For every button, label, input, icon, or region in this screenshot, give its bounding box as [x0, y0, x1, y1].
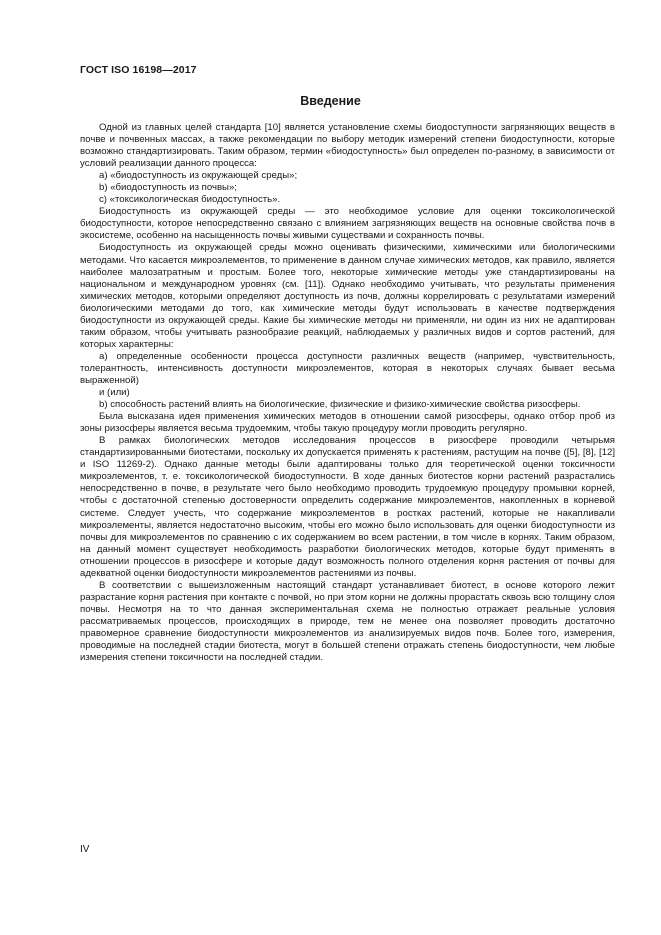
page-number: IV — [80, 844, 90, 855]
list-item: а) определенные особенности процесса доступности различных веществ (например, чувствительность, толерантность, интенсивность доступности микроэлементов, которая в некоторых случаях бывает весьма выраженной) — [80, 350, 615, 386]
list-item: b) «биодоступность из почвы»; — [99, 182, 237, 194]
paragraph: и (или) — [99, 387, 130, 399]
paragraph: В рамках биологических методов исследования процессов в ризосфере проводили четырьмя стандартизированными биотестами, поскольку их допускается применять к растениям, растущим на почве ([5], [8], [12] и ISO 11269-2). Однако данные методы были адаптированы только для теоретической оценки токсичности микроэлементов, т. е. токсикологической биодоступности. В ходе данных биотестов корни растений разрастались непосредственно в почве, в результате чего было необходимо проводить трудоемкую процедуру промывки корней, чтобы с достаточной степенью достоверности определить содержание микроэлементов, накопленных в корневой системе. Следует учесть, что содержание микроэлементов в ростках растений, которые не накапливали микроэлементы, является недостаточно высоким, чтобы его можно было использовать для оценки биодоступности из почвы для микроэлементов по сравнению с их содержанием во всем растении, в том числе в корнях. Таким образом, на данный момент существует необходимость разработки биологических методов, которые будут применять в отношении процессов в ризосфере и которые дадут возможность полного отделения корня растения от почвы для адекватной оценки биодоступности микроэлементов растениями из почвы. — [80, 435, 615, 579]
list-item: а) «биодоступность из окружающей среды»; — [99, 170, 298, 182]
paragraph: Была высказана идея применения химических методов в отношении самой ризосферы, однако отбор проб из зоны ризосферы является весьма трудоемким, чтобы такую процедуру могли проводить регулярно. — [80, 411, 615, 435]
document-header: ГОСТ ISO 16198—2017 — [80, 64, 197, 76]
list-item: b) способность растений влиять на биологические, физические и физико-химические свойства ризосферы. — [99, 399, 581, 411]
section-title: Введение — [300, 94, 361, 108]
list-item: c) «токсикологическая биодоступность». — [99, 194, 281, 206]
paragraph: Биодоступность из окружающей среды можно оценивать физическими, химическими или биологическими методами. Что касается микроэлементов, то применение в данном случае химических методов, как правило, является наиболее малозатратным и простым. Более того, некоторые химические методы уже стандартизированы на национальном и международном уровнях (см. [11]). Однако необходимо учитывать, что результаты применения химических методов, которыми определяют доступность из почв, должны коррелировать с результатами измерений биологическими методами до того, как химические методы будут использовать в качестве подтверждения биодоступности из окружающей среды. Какие бы химические методы ни применяли, ни один из них не адаптирован таким образом, чтобы учитывать разнообразие реакций, наблюдаемых у различных видов и сортов растений, для которых характерны: — [80, 242, 615, 350]
paragraph: В соответствии с вышеизложенным настоящий стандарт устанавливает биотест, в основе которого лежит разрастание корня растения при контакте с почвой, но при этом корни не должны прорастать сквозь всю толщину слоя почвы. Несмотря на то что данная экспериментальная схема не полностью отражает реальные условия рассматриваемых процессов, происходящих в природе, тем не менее она позволяет проводить достаточно правомерное сравнение биодоступности микроэлементов из анализируемых видов почв. Более того, измерения, проводимые на последней стадии биотеста, могут в большей степени отражать степень биодоступности, чем любые измерения степени токсичности на последней стадии. — [80, 579, 615, 664]
paragraph: Одной из главных целей стандарта [10] является установление схемы биодоступности загрязняющих веществ в почве и почвенных массах, а также рекомендации по выбору методик измерений степени биодоступности, которые возможно стандартизировать. Таким образом, термин «биодоступность» был определен по-разному, в зависимости от условий реализации данного процесса: — [80, 122, 615, 170]
paragraph: Биодоступность из окружающей среды — это необходимое условие для оценки токсикологической биодоступности, которое непосредственно связано с влиянием загрязняющих веществ на основные свойства почв в экосистеме, особенно на насыщенность почвы живыми существами и сохранность почвы. — [80, 206, 615, 242]
body-text — [80, 122, 615, 664]
